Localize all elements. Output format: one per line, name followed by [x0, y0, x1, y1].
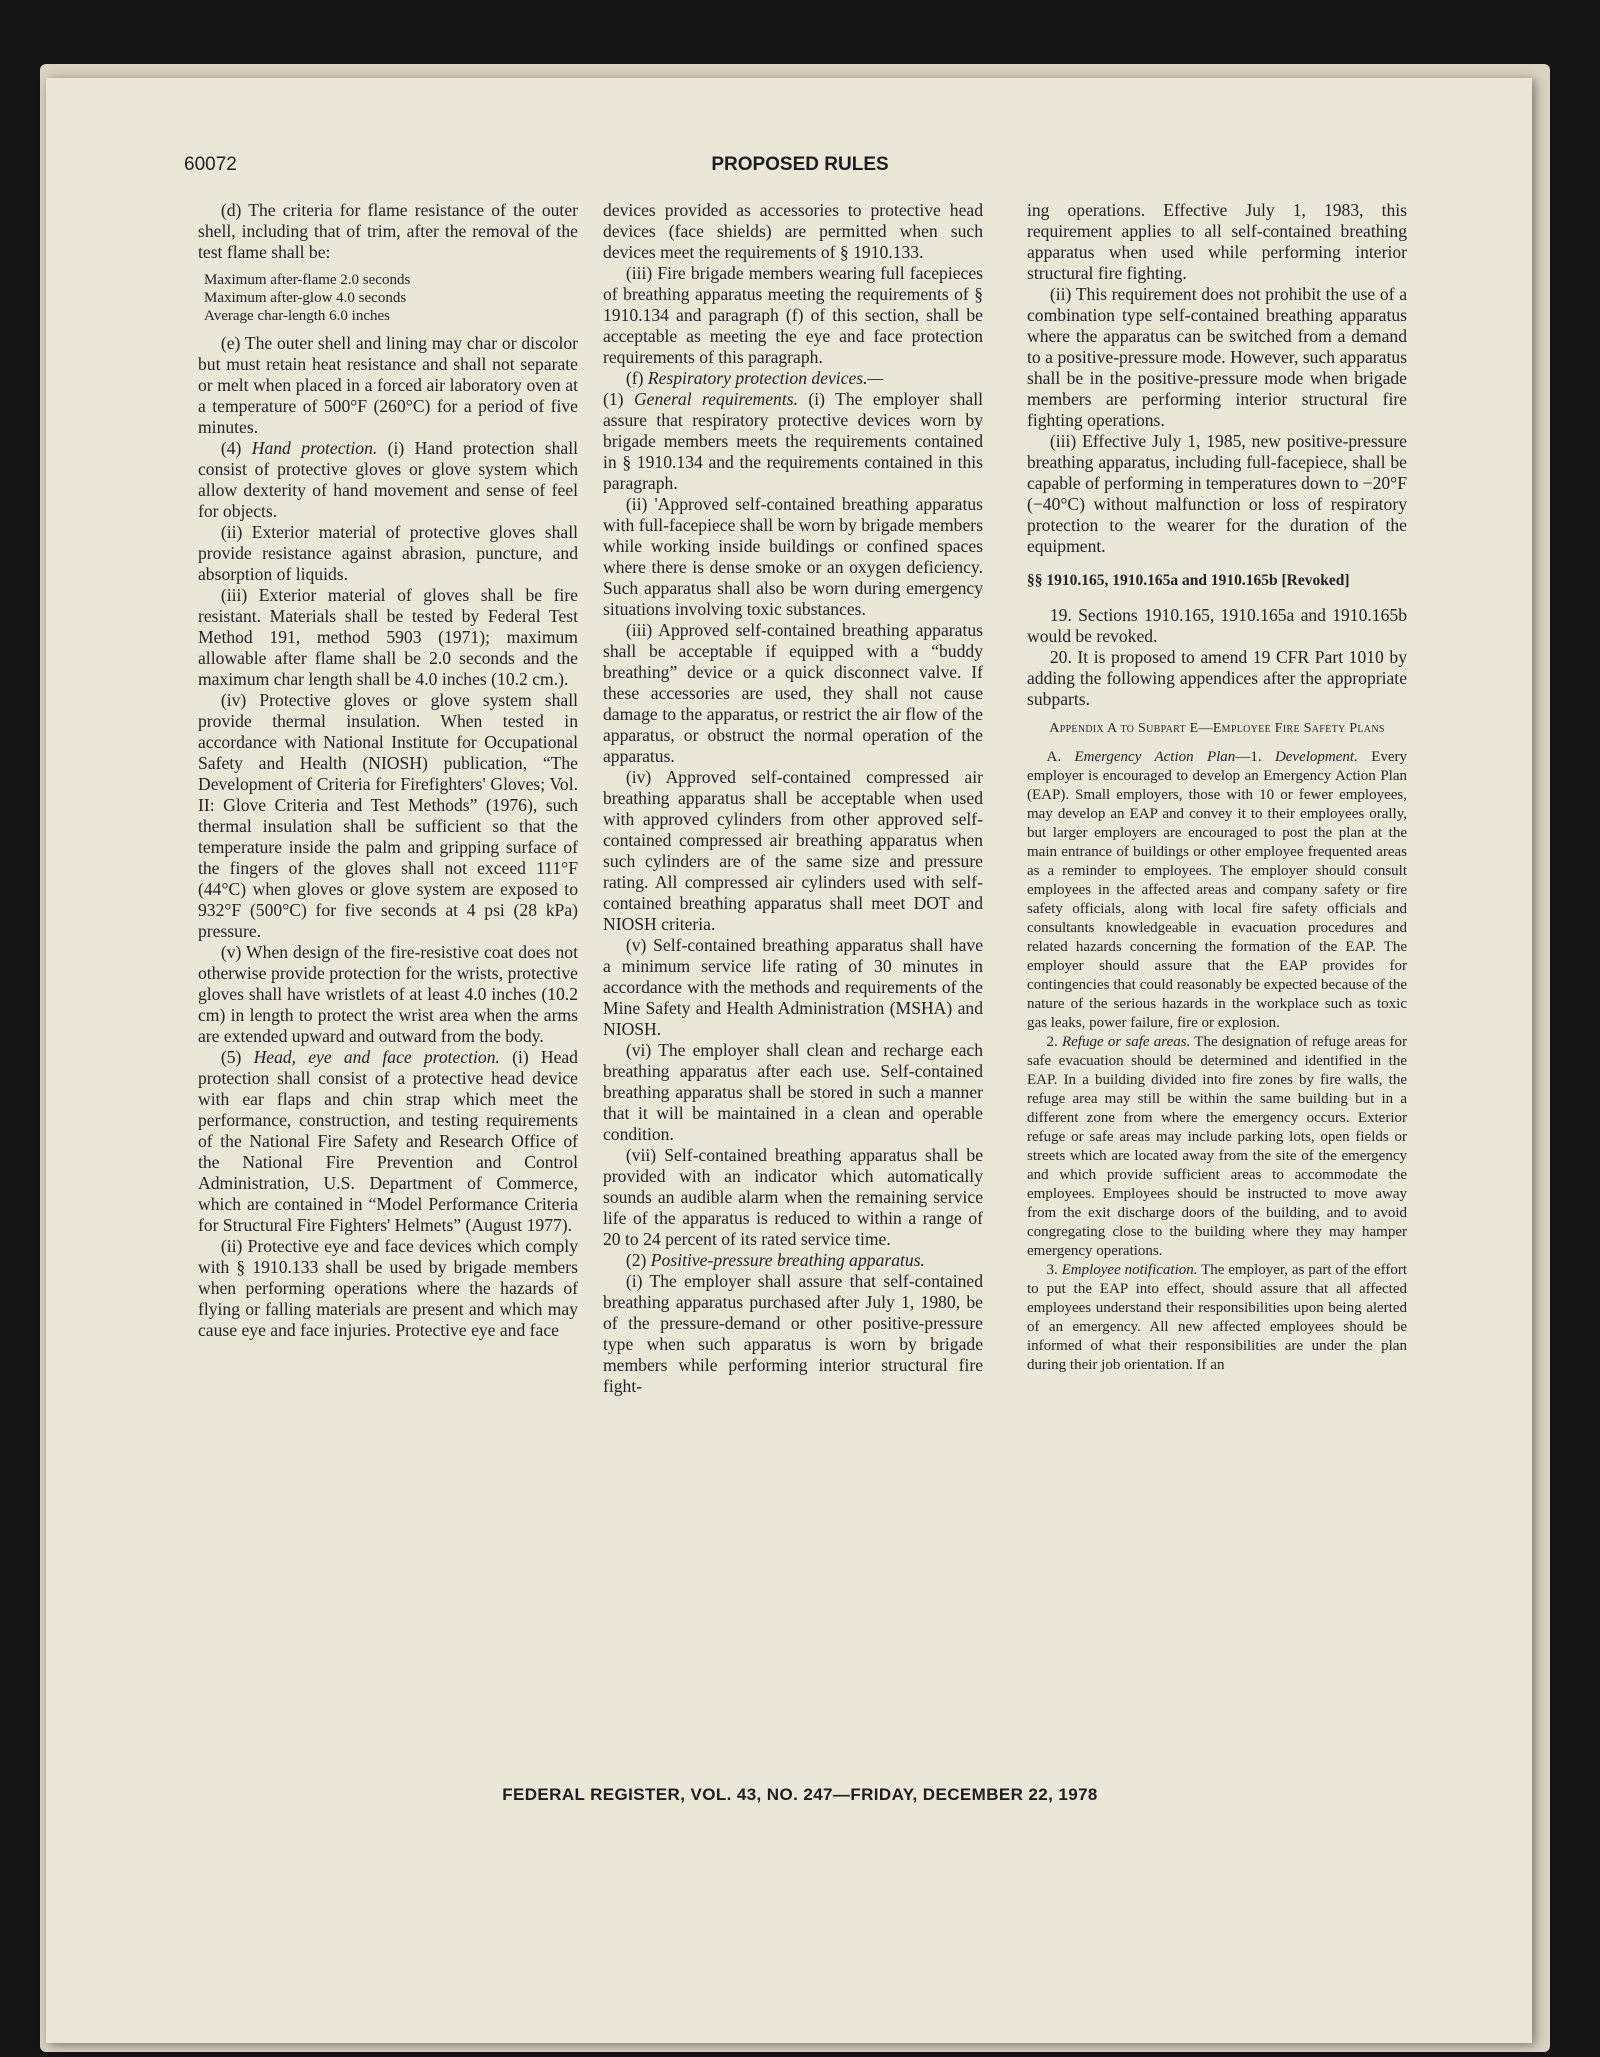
paragraph-4-iv: (iv) Protective gloves or glove system shall provide thermal insulation. When tested in accordance with National Institute for Occupational Safety and Health (NIOSH) publication, “The Development of Criteria for Firefighters' Gloves; Vol. II: Glove Criteria and Test Methods” (1976), such thermal insulation shall be sufficient so that the temperature inside the palm and gripping surface of the fingers of the gloves shall not exceed 111°F (44°C) when gloves or glove system are exposed to 932°F (500°C) for five seconds at 4 psi (28 kPa) pressure.	[198, 690, 578, 941]
column-2	[603, 200, 983, 1760]
paragraph-text: Every employer is encouraged to develop an Emergency Action Plan (EAP). Small employers, those with 10 or fewer employees, may develop an EAP and convey it to their employees orally, but larger employers are encouraged to post the plan at the main entrance of buildings or other employee frequented areas as a reminder to employees. The employer should consult employees in the affected areas and company safety or fire safety officials, along with local fire safety officials and consultants knowledgeable in evacuation procedures and related hazards concerning the formation of the EAP. The employer should assure that the EAP provides for contingencies that could reasonably be expected because of the nature of the serious hazards in the workplace such as toxic gas leaks, power failure, fire or explosion.	[1027, 749, 1407, 1031]
paragraph-f-v: (v) Self-contained breathing apparatus shall have a minimum service life rating of 30 minutes in accordance with the methods and requirements of the Mine Safety and Health Administration (MSHA) and NIOSH.	[603, 935, 983, 1039]
paragraph-hand-protection	[198, 438, 578, 522]
paragraph-number: 3.	[1046, 1262, 1062, 1278]
paragraph-text: (i) The employer shall assure that respiratory protective devices worn by brigade members meets the requirements contained in § 1910.134 and the requirements contained in this paragraph.	[603, 389, 983, 493]
paragraph-head-eye-face	[198, 1047, 578, 1236]
paragraph-number: (1)	[603, 389, 634, 409]
table-line: Maximum after-flame 2.0 seconds	[204, 272, 411, 288]
section-heading: §§ 1910.165, 1910.165a and 1910.165b [Revoked]	[1027, 572, 1350, 589]
paragraph-5-ii: (ii) Protective eye and face devices which comply with § 1910.133 shall be used by brigade members when performing operations where the hazards of flying or falling materials are present and which may cause eye and face injuries. Protective eye and face	[198, 1236, 578, 1340]
paragraph-e: (e) The outer shell and lining may char or discolor but must retain heat resistance and shall not separate or melt when placed in a forced air laboratory oven at a temperature of 500°F (260°C) for a period of five minutes.	[198, 333, 578, 437]
paragraph-text: (i) Head protection shall consist of a protective head device with ear flaps and chin strap which meet the performance, construction, and testing requirements of the National Fire Safety and Research Office of the National Fire Prevention and Control Administration, U.S. Department of Commerce, which are contained in “Model Performance Criteria for Structural Fire Fighters' Helmets” (August 1977).	[198, 1047, 578, 1235]
paragraph-heading: Head, eye and face protection.	[253, 1047, 500, 1067]
paragraph-2-iii: (iii) Effective July 1, 1985, new positive-pressure breathing apparatus, including full-facepiece, shall be capable of performing in temperatures down to −20°F (−40°C) without malfunction or loss of respiratory protection to the wearer for the duration of the equipment.	[1027, 431, 1407, 556]
paragraph-heading: Development.	[1274, 749, 1358, 765]
paragraph-2-i: (i) The employer shall assure that self-contained breathing apparatus purchased after July 1, 1980, be of the pressure-demand or other positive-pressure type when such apparatus is worn by brigade members while performing interior structural fire fight-	[603, 1271, 983, 1396]
paragraph-refuge-areas	[1027, 1033, 1407, 1261]
paragraph-f-iii: (iii) Approved self-contained breathing apparatus shall be acceptable if equipped with a “buddy breathing” device or a quick disconnect valve. If these accessories are used, they shall not cause damage to the apparatus, or restrict the air flow of the apparatus, or obstruct the normal operation of the apparatus.	[603, 620, 983, 766]
paragraph-text: The employer, as part of the effort to put the EAP into effect, should assure that all affected employees understand their responsibilities upon being alerted of an emergency. All new affected employees should be informed of what their responsibilities are under the plan during their job orientation. If an	[1027, 1262, 1407, 1373]
column-1	[198, 200, 578, 1760]
paragraph-number: (5)	[220, 1047, 254, 1067]
running-head: PROPOSED RULES	[711, 154, 889, 175]
paragraph-19: 19. Sections 1910.165, 1910.165a and 1910.165b would be revoked.	[1027, 605, 1407, 646]
paragraph-employee-notification	[1027, 1261, 1407, 1375]
paragraph-text: The designation of refuge areas for safe evacuation should be determined and identified in the EAP. In a building divided into fire zones by fire walls, the refuge area may still be within the same building but in a different zone from where the emergency occurs. Exterior refuge or safe areas may include parking lots, open fields or streets which are located away from the site of the emergency and which provide sufficient areas to accommodate the employees. Employees should be instructed to move away from the exit discharge doors of the building, and to avoid congregating close to the building where they may hamper emergency operations.	[1027, 1034, 1407, 1259]
flame-criteria-table	[204, 271, 578, 325]
paragraph-heading: Positive-pressure breathing apparatus.	[650, 1250, 925, 1270]
paragraph-continued: ing operations. Effective July 1, 1983, this requirement applies to all self-contained breathing apparatus when used while performing interior structural fire fighting.	[1027, 200, 1407, 283]
paragraph-4-v: (v) When design of the fire-resistive coat does not otherwise provide protection for the wrists, protective gloves shall have wristlets of at least 4.0 inches (10.2 cm) in length to protect the wrist area when the arms are extended upward and outward from the body.	[198, 942, 578, 1046]
paragraph-number: A.	[1046, 749, 1075, 765]
paragraph-4-ii: (ii) Exterior material of protective gloves shall provide resistance against abrasion, puncture, and absorption of liquids.	[198, 522, 578, 584]
paragraph-5-iii: (iii) Fire brigade members wearing full facepieces of breathing apparatus meeting the requirements of § 1910.134 and paragraph (f) of this section, shall be acceptable as meeting the eye and face protection requirements of this paragraph.	[603, 263, 983, 367]
paragraph-4-iii: (iii) Exterior material of gloves shall be fire resistant. Materials shall be tested by Federal Test Method 191, method 5903 (1971); maximum allowable after flame shall be 2.0 seconds and the maximum char length shall be 4.0 inches (10.2 cm.).	[198, 585, 578, 689]
paragraph-appendix-a	[1027, 748, 1407, 1033]
appendix-title: Appendix A to Subpart E—Employee Fire Safety Plans	[1049, 721, 1385, 736]
paragraph-heading: Hand protection.	[251, 438, 378, 458]
paragraph-text: (i) Hand protection shall consist of protective gloves or glove system which allow dexterity of hand movement and sense of feel for objects.	[198, 438, 578, 521]
paragraph-number: 2.	[1046, 1034, 1062, 1050]
paragraph-continued: devices provided as accessories to protective head devices (face shields) are permitted when such devices meet the requirements of § 1910.133.	[603, 200, 983, 262]
paragraph-d: (d) The criteria for flame resistance of the outer shell, including that of trim, after the removal of the test flame shall be:	[198, 200, 578, 262]
paragraph-number: (f)	[625, 368, 648, 388]
paragraph-heading: Employee notification.	[1061, 1262, 1198, 1278]
paragraph-heading: General requirements.	[633, 389, 798, 409]
page-footer: FEDERAL REGISTER, VOL. 43, NO. 247—FRIDAY, DECEMBER 22, 1978	[502, 1785, 1098, 1804]
paragraph-f-vi: (vi) The employer shall clean and recharge each breathing apparatus after each use. Self-contained breathing apparatus shall be stored in such a manner that it will be maintained in a clean and operable condition.	[603, 1040, 983, 1144]
paragraph-positive-pressure	[603, 1250, 983, 1271]
page-number: 60072	[184, 154, 237, 175]
table-line: Average char-length 6.0 inches	[204, 308, 391, 324]
column-3	[1027, 200, 1407, 1760]
paragraph-20: 20. It is proposed to amend 19 CFR Part 1010 by adding the following appendices after the appropriate subparts.	[1027, 647, 1407, 709]
paragraph-f-ii: (ii) 'Approved self-contained breathing apparatus with full-facepiece shall be worn by brigade members while working inside buildings or confined spaces where there is dense smoke or an oxygen deficiency. Such apparatus shall also be worn during emergency situations involving toxic substances.	[603, 494, 983, 619]
paragraph-heading: Refuge or safe areas.	[1061, 1034, 1191, 1050]
paragraph-heading: Respiratory protection devices.—	[647, 368, 884, 388]
paragraph-f-iv: (iv) Approved self-contained compressed air breathing apparatus shall be acceptable when used with approved cylinders from other approved self-contained compressed air breathing apparatus when such cylinders are of the same size and pressure rating. All compressed air cylinders used with self-contained breathing apparatus shall meet DOT and NIOSH criteria.	[603, 767, 983, 934]
paragraph-number: —1.	[1235, 749, 1275, 765]
paragraph-2-ii: (ii) This requirement does not prohibit the use of a combination type self-contained breathing apparatus where the apparatus can be switched from a demand to a positive-pressure mode. However, such apparatus shall be in the positive-pressure mode when brigade members are performing interior structural fire fighting operations.	[1027, 284, 1407, 430]
paragraph-heading: Emergency Action Plan	[1074, 749, 1236, 765]
paragraph-f-vii: (vii) Self-contained breathing apparatus shall be provided with an indicator which automatically sounds an audible alarm when the remaining service life of the apparatus is reduced to within a range of 20 to 24 percent of its rated service time.	[603, 1145, 983, 1249]
table-line: Maximum after-glow 4.0 seconds	[204, 290, 407, 306]
paragraph-number: (2)	[625, 1250, 651, 1270]
paragraph-f	[603, 368, 983, 494]
paragraph-number: (4)	[220, 438, 252, 458]
